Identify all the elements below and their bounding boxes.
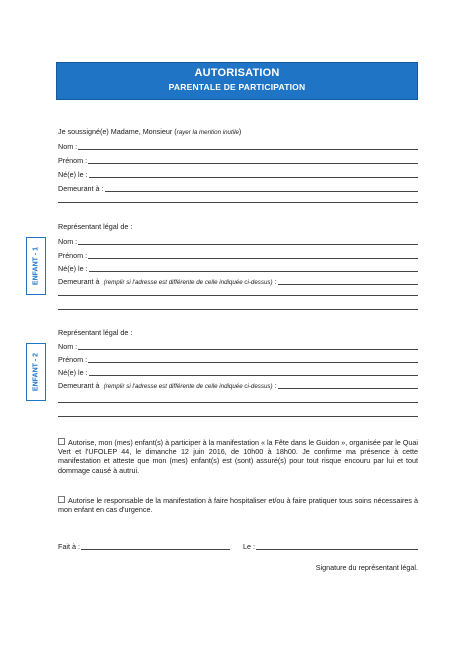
enfant-2-naissance-field[interactable]: Né(e) le : xyxy=(58,367,418,377)
declarant-intro: Je soussigné(e) Madame, Monsieur (rayer la mention inutile) xyxy=(58,127,242,136)
signature-label: Signature du représentant légal. xyxy=(315,563,418,572)
enfant-2-heading: Représentant légal de : xyxy=(58,328,133,337)
enfant-1-adresse-line[interactable] xyxy=(58,295,418,296)
enfant-1-adresse-line[interactable] xyxy=(58,309,418,310)
declarant-naissance-field[interactable]: Né(e) le : xyxy=(58,169,418,179)
enfant-1-adresse-field[interactable]: Demeurant à (remplir si l'adresse est différente de celle indiquée ci-dessus) : xyxy=(58,276,418,286)
declarant-adresse-field[interactable]: Demeurant à : xyxy=(58,183,418,193)
clause-soins: Autorise le responsable de la manifestation à faire hospitaliser et/ou à faire pratiquer tous soins nécessaires à mon enfant en cas d'urgence. xyxy=(58,496,418,515)
fait-a-field[interactable]: Fait à : xyxy=(58,541,230,551)
declarant-nom-field[interactable]: Nom : xyxy=(58,141,418,151)
enfant-2-adresse-line[interactable] xyxy=(58,416,418,417)
enfant-2-nom-field[interactable]: Nom : xyxy=(58,341,418,351)
enfant-1-heading: Représentant légal de : xyxy=(58,222,133,231)
title-banner xyxy=(56,62,418,100)
page-subtitle: PARENTALE DE PARTICIPATION xyxy=(168,82,306,92)
enfant-2-prenom-field[interactable]: Prénom : xyxy=(58,354,418,364)
declarant-prenom-field[interactable]: Prénom : xyxy=(58,155,418,165)
enfant-2-adresse-field[interactable]: Demeurant à (remplir si l'adresse est différente de celle indiquée ci-dessus) : xyxy=(58,380,418,390)
declarant-adresse-line[interactable] xyxy=(58,202,418,203)
enfant-1-naissance-field[interactable]: Né(e) le : xyxy=(58,263,418,273)
enfant-2-adresse-line[interactable] xyxy=(58,402,418,403)
enfant-2-tab: ENFANT - 2 xyxy=(26,343,46,401)
clause-participation: Autorise, mon (mes) enfant(s) à participer à la manifestation « la Fête dans le Guidon », organisée par le Quai Vert et l'UFOLEP 44, le dimanche 12 juin 2016, de 10h00 à 18h00. Je confirme ma présence à cette manifestation et atteste que mon (mes) enfant(s) est (sont) assuré(s) pour tout risque encouru par lui et tout dommage causé à autrui. xyxy=(58,438,418,475)
page-title: AUTORISATION xyxy=(194,67,280,79)
enfant-1-tab: ENFANT - 1 xyxy=(26,237,46,295)
checkbox-soins[interactable] xyxy=(58,496,65,503)
checkbox-participation[interactable] xyxy=(58,438,65,445)
date-field[interactable]: Le : xyxy=(243,541,418,551)
enfant-1-prenom-field[interactable]: Prénom : xyxy=(58,250,418,260)
enfant-1-nom-field[interactable]: Nom : xyxy=(58,236,418,246)
